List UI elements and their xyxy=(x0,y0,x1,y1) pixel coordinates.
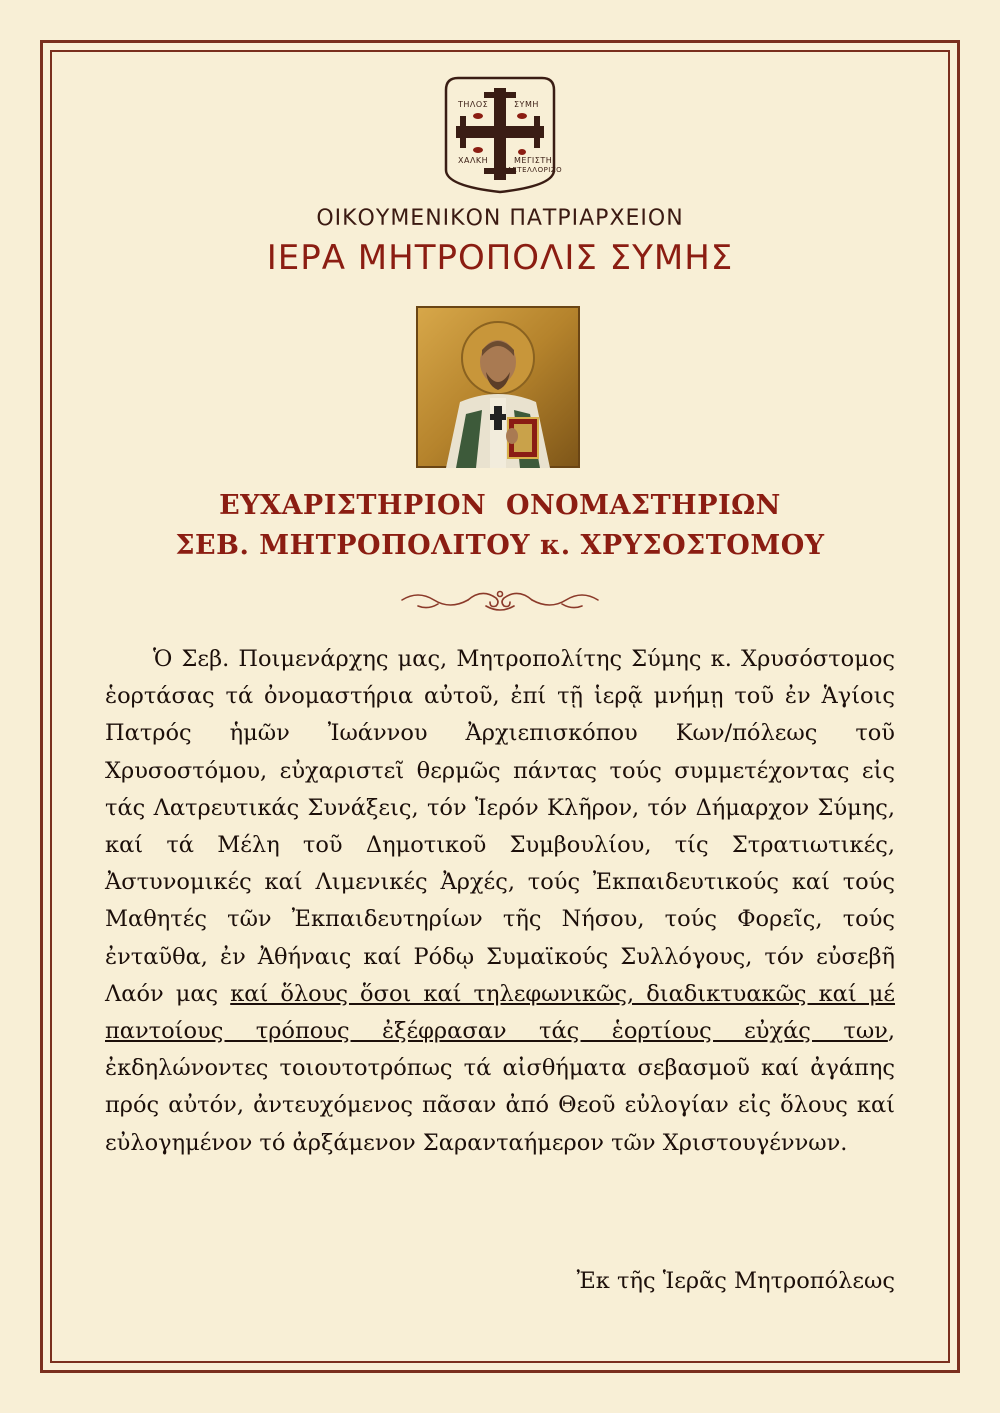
announcement-body xyxy=(105,641,895,1162)
crest-label-chalki: ΧΑΛΚΗ xyxy=(458,156,489,165)
crest-label-kastellorizo: ΚΑΣΤΕΛΛΟΡΙΖΟ xyxy=(502,166,563,174)
metropolis-heading: ΙΕΡΑ ΜΗΤΡΟΠΟΛΙΣ ΣΥΜΗΣ xyxy=(266,238,734,278)
document-title-line-2: ΣΕΒ. ΜΗΤΡΟΠΟΛΙΤΟΥ κ. ΧΡΥΣΟΣΤΟΜΟΥ xyxy=(175,530,825,561)
body-text-part-1: Ὁ Σεβ. Ποιμενάρχης μας, Μητροπολίτης Σύμης κ. Χρυσόστομος ἑορτάσας τά ὀνομαστήρια αὐτοῦ, ἐπί τῇ ἱερᾷ μνήμῃ τοῦ ἐν Ἁγίοις Πατρός ἡμῶν Ἰωάννου Ἀρχιεπισκόπου Κων/πόλεως τοῦ Χρυσοστόμου, εὐχαριστεῖ θερμῶς πάντας τούς συμμετέχοντας εἰς τάς Λατρευτικάς Συνάξεις, τόν Ἱερόν Κλῆρον, τόν Δήμαρχον Σύμης, καί τά Μέλη τοῦ Δημοτικοῦ Συμβουλίου, τίς Στρατιωτικές, Ἀστυνομικές καί Λιμενικές Ἀρχές, τούς Ἐκπαιδευτικούς καί τούς Μαθητές τῶν Ἐκπαιδευτηρίων τῆς Νήσου, τούς Φορεῖς, τούς ἐνταῦθα, ἐν Ἀθήναις καί Ρόδῳ Συμαϊκούς Συλλόγους, τόν εὐσεβῆ Λαόν μας xyxy=(105,646,895,1007)
flourish-ornament xyxy=(398,586,602,614)
crest-label-symi: ΣΥΜΗ xyxy=(514,100,539,109)
body-underlined-phrase: καί ὅλους ὅσοι καί τηλεφωνικῶς, διαδικτυακῶς καί μέ παντοίους τρόπους ἐξέφρασαν τάς ἑορτίους εὐχάς των xyxy=(105,980,896,1045)
saint-john-chrysostom-icon xyxy=(416,306,580,468)
crest-label-megisti: ΜΕΓΙΣΤΗ xyxy=(514,156,553,165)
body-text-part-2: , ἐκδηλώνοντες τοιουτοτρόπως τά αἰσθήματα σεβασμοῦ καί ἀγάπης πρός αὐτόν, ἀντευχόμενος πᾶσαν ἀπό Θεοῦ εὐλογίαν εἰς ὅλους καί εὐλογημένον τό ἀρξάμενον Σαρανταήμερον τῶν Χριστουγέννων. xyxy=(105,1018,895,1156)
crest-label-tilos: ΤΗΛΟΣ xyxy=(458,100,489,109)
patriarchate-heading: ΟΙΚΟΥΜΕΝΙΚΟΝ ΠΑΤΡΙΑΡΧΕΙΟΝ xyxy=(316,206,684,231)
signature-line: Ἐκ τῆς Ἱερᾶς Μητροπόλεως xyxy=(576,1268,895,1294)
metropolis-crest-logo xyxy=(438,70,562,194)
document-title-line-1: ΕΥΧΑΡΙΣΤΗΡΙΟΝ ΟΝΟΜΑΣΤΗΡΙΩΝ xyxy=(219,490,781,521)
